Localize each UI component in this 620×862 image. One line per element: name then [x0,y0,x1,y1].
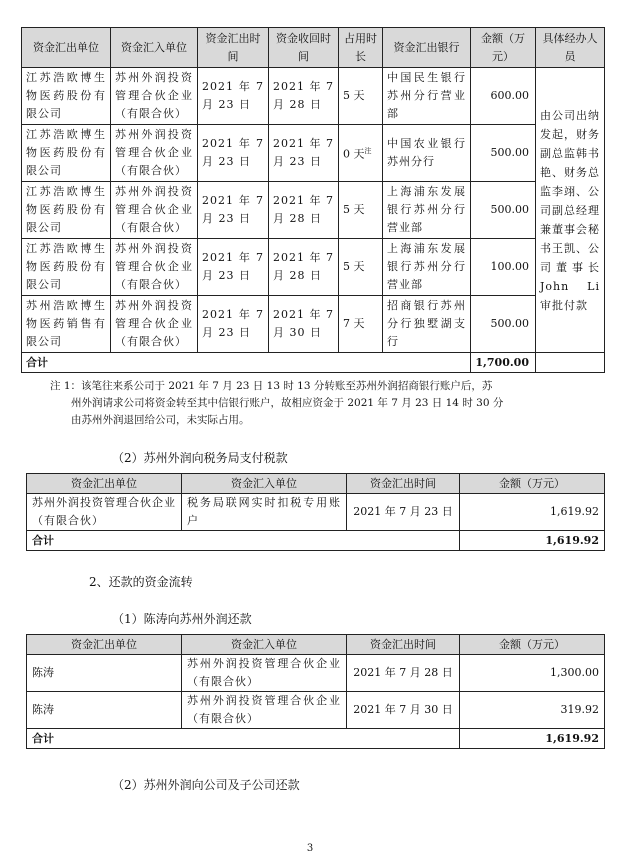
table-header-row [27,474,605,494]
repayment-table [26,634,605,749]
amount-cell: 319.92 [460,692,605,729]
to-cell: 苏州外润投资管理合伙企业（有限合伙） [111,239,198,296]
from-cell: 江苏浩欧博生物医药股份有限公司 [22,239,111,296]
header-cell: 金额（万元） [460,474,605,494]
section-heading-chen: （1）陈涛向苏州外润还款 [112,612,252,626]
table-row [27,692,605,729]
to-cell: 苏州外润投资管理合伙企业（有限合伙） [111,68,198,125]
time-cell: 2021 年 7 月 28 日 [347,655,460,692]
duration-cell: 7 天 [339,296,383,353]
table-header-row [22,28,605,68]
amount-cell: 100.00 [471,239,536,296]
header-cell: 资金汇出时间 [347,474,460,494]
table-row [27,494,605,531]
duration-cell: 5 天 [339,68,383,125]
bank-cell: 中国民生银行苏州分行营业部 [383,68,471,125]
footnote [50,378,570,429]
handler-cell: 由公司出纳发起，财务副总监韩书艳、财务总监李翊、公司副总经理兼董事会秘书王凯、公司董事长 John Li 审批付款 [536,68,605,353]
duration-cell [339,125,383,182]
bank-cell: 上海浦东发展银行苏州分行营业部 [383,239,471,296]
to-cell: 苏州外润投资管理合伙企业（有限合伙） [111,125,198,182]
from-cell: 陈涛 [27,692,182,729]
page-number: 3 [306,843,314,854]
amount-cell: 500.00 [471,182,536,239]
amount-cell: 500.00 [471,296,536,353]
back-time-cell: 2021 年 7 月 23 日 [269,125,339,182]
header-cell: 资金收回时间 [269,28,339,68]
table-row [22,296,605,353]
note-marker: 注 [364,147,372,156]
from-cell: 江苏浩欧博生物医药股份有限公司 [22,125,111,182]
duration-cell: 5 天 [339,239,383,296]
back-time-cell: 2021 年 7 月 28 日 [269,182,339,239]
from-cell: 江苏浩欧博生物医药股份有限公司 [22,182,111,239]
to-cell: 苏州外润投资管理合伙企业（有限合伙） [111,182,198,239]
to-cell: 苏州外润投资管理合伙企业（有限合伙） [182,655,347,692]
header-cell: 资金汇入单位 [182,474,347,494]
from-cell: 苏州浩欧博生物医药销售有限公司 [22,296,111,353]
duration-cell: 5 天 [339,182,383,239]
table-row [22,239,605,296]
duration-text: 0 天 [343,147,365,161]
header-cell: 资金汇出单位 [22,28,111,68]
from-cell: 陈涛 [27,655,182,692]
footnote-line: 注 1：该笔往来系公司于 2021 年 7 月 23 日 13 时 13 分转账至苏州外润招商银行账户后，苏 [50,380,493,392]
table-row [27,655,605,692]
total-label: 合计 [27,729,460,749]
section-heading-repay: 2、还款的资金流转 [89,575,193,589]
total-label: 合计 [22,353,471,373]
time-cell: 2021 年 7 月 23 日 [347,494,460,531]
header-cell: 资金汇出单位 [27,635,182,655]
table-row [22,182,605,239]
from-cell: 江苏浩欧博生物医药股份有限公司 [22,68,111,125]
total-row [27,531,605,551]
to-cell: 苏州外润投资管理合伙企业（有限合伙） [182,692,347,729]
bank-cell: 上海浦东发展银行苏州分行营业部 [383,182,471,239]
footnote-line: 由苏州外润退回给公司，未实际占用。 [71,414,250,426]
table-row [22,68,605,125]
tax-payment-table [26,473,605,551]
footnote-line: 州外润请求公司将资金转至其中信银行账户，故相应资金于 2021 年 7 月 23 日 14 时 30 分 [71,397,504,409]
empty-cell [536,353,605,373]
table-header-row [27,635,605,655]
total-row [27,729,605,749]
total-amount: 1,619.92 [460,531,605,551]
total-amount: 1,700.00 [471,353,536,373]
out-time-cell: 2021 年 7 月 23 日 [198,125,269,182]
table-row [22,125,605,182]
section-heading-tax: （2）苏州外润向税务局支付税款 [112,451,288,465]
amount-cell: 500.00 [471,125,536,182]
amount-cell: 1,619.92 [460,494,605,531]
header-cell: 资金汇出时间 [198,28,269,68]
time-cell: 2021 年 7 月 30 日 [347,692,460,729]
bank-cell: 中国农业银行苏州分行 [383,125,471,182]
header-cell: 资金汇出银行 [383,28,471,68]
bank-cell: 招商银行苏州分行独墅湖支行 [383,296,471,353]
to-cell: 税务局联网实时扣税专用账户 [182,494,347,531]
to-cell: 苏州外润投资管理合伙企业（有限合伙） [111,296,198,353]
back-time-cell: 2021 年 7 月 28 日 [269,239,339,296]
back-time-cell: 2021 年 7 月 30 日 [269,296,339,353]
header-cell: 资金汇入单位 [111,28,198,68]
amount-cell: 1,300.00 [460,655,605,692]
total-label: 合计 [27,531,460,551]
amount-cell: 600.00 [471,68,536,125]
header-cell: 资金汇入单位 [182,635,347,655]
from-cell: 苏州外润投资管理合伙企业（有限合伙） [27,494,182,531]
out-time-cell: 2021 年 7 月 23 日 [198,239,269,296]
header-cell: 占用时长 [339,28,383,68]
header-cell: 金额（万元） [471,28,536,68]
fund-outflow-table [21,27,605,373]
header-cell: 具体经办人员 [536,28,605,68]
section-heading-company: （2）苏州外润向公司及子公司还款 [112,778,300,792]
total-amount: 1,619.92 [460,729,605,749]
header-cell: 资金汇出单位 [27,474,182,494]
out-time-cell: 2021 年 7 月 23 日 [198,296,269,353]
back-time-cell: 2021 年 7 月 28 日 [269,68,339,125]
total-row [22,353,605,373]
out-time-cell: 2021 年 7 月 23 日 [198,68,269,125]
header-cell: 金额（万元） [460,635,605,655]
out-time-cell: 2021 年 7 月 23 日 [198,182,269,239]
header-cell: 资金汇出时间 [347,635,460,655]
